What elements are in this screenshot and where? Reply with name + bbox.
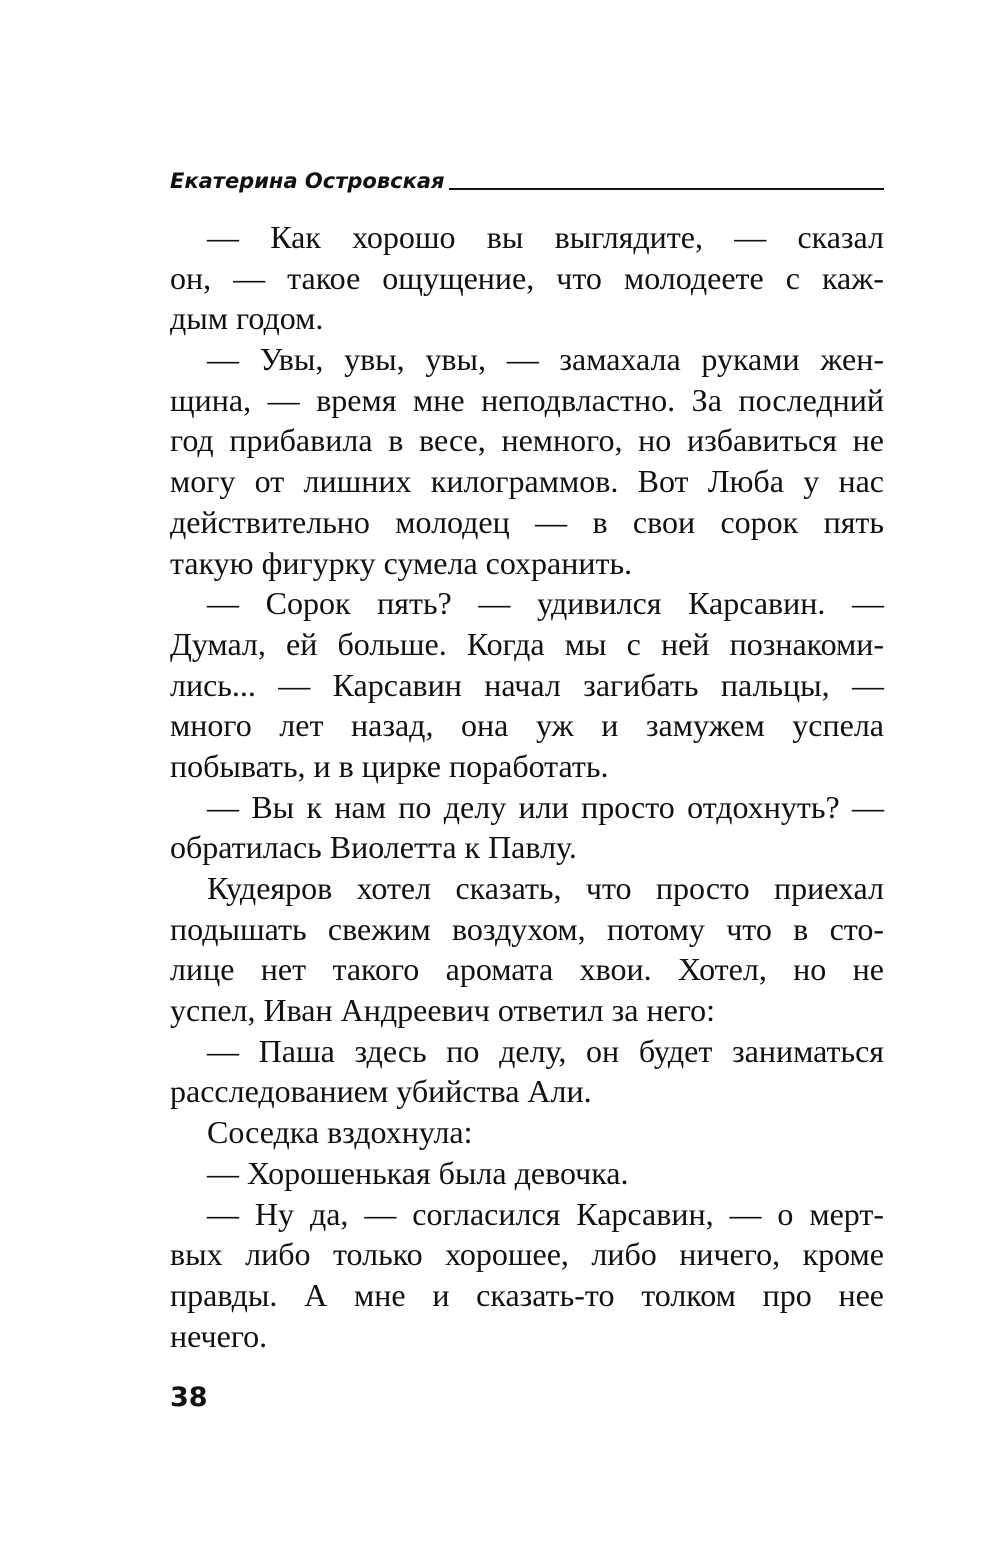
text-line: расследованием убийства Али. [170,1073,592,1110]
text-line: год прибавила в весе, немного, но избавиться не [170,422,884,459]
text-line: успел, Иван Андреевич ответил за него: [170,992,716,1029]
text-line: он, — такое ощущение, что молодеете с каж- [170,259,884,296]
text-line: — Вы к нам по делу или просто отдохнуть? — [207,788,884,825]
text-line: действительно молодец — в свои сорок пять [170,503,884,540]
text-line: нечего. [170,1317,268,1354]
text-line: правды. А мне и сказать-то толком про нее [170,1276,884,1313]
running-head-rule [449,188,885,190]
text-line: — Паша здесь по делу, он будет заниматься [207,1032,884,1069]
text-line: дым годом. [170,300,324,337]
text-line: — Хорошенькая была девочка. [207,1154,629,1191]
text-line: лице нет такого аромата хвои. Хотел, но не [170,951,884,988]
text-line: обратилась Виолетта к Павлу. [170,829,577,866]
text-line: такую фигурку сумела сохранить. [170,544,633,581]
text-line: — Увы, увы, увы, — замахала руками жен- [207,341,884,378]
text-line: Соседка вздохнула: [207,1114,473,1151]
body-text [170,217,884,1356]
text-line: щина, — время мне неподвластно. За последний [170,381,884,418]
text-line: — Сорок пять? — удивился Карсавин. — [207,585,884,622]
text-line: подышать свежим воздухом, потому что в сто- [170,910,884,947]
text-line: Думал, ей больше. Когда мы с ней познакоми- [170,625,884,662]
text-line: побывать, и в цирке поработать. [170,747,609,784]
running-head-author: Екатерина Островская [170,169,445,193]
running-head [170,160,884,192]
text-line: — Как хорошо вы выглядите, — сказал [207,219,884,255]
text-line: лись... — Карсавин начал загибать пальцы, — [170,666,884,703]
text-line: — Ну да, — согласился Карсавин, — о мерт- [207,1195,884,1232]
text-line: много лет назад, она уж и замужем успела [170,707,884,744]
text-line: могу от лишних килограммов. Вот Люба у нас [170,463,884,500]
text-line: вых либо только хорошее, либо ничего, кроме [170,1236,884,1273]
text-line: Кудеяров хотел сказать, что просто приехал [207,870,884,906]
page-number: 38 [170,1382,208,1413]
